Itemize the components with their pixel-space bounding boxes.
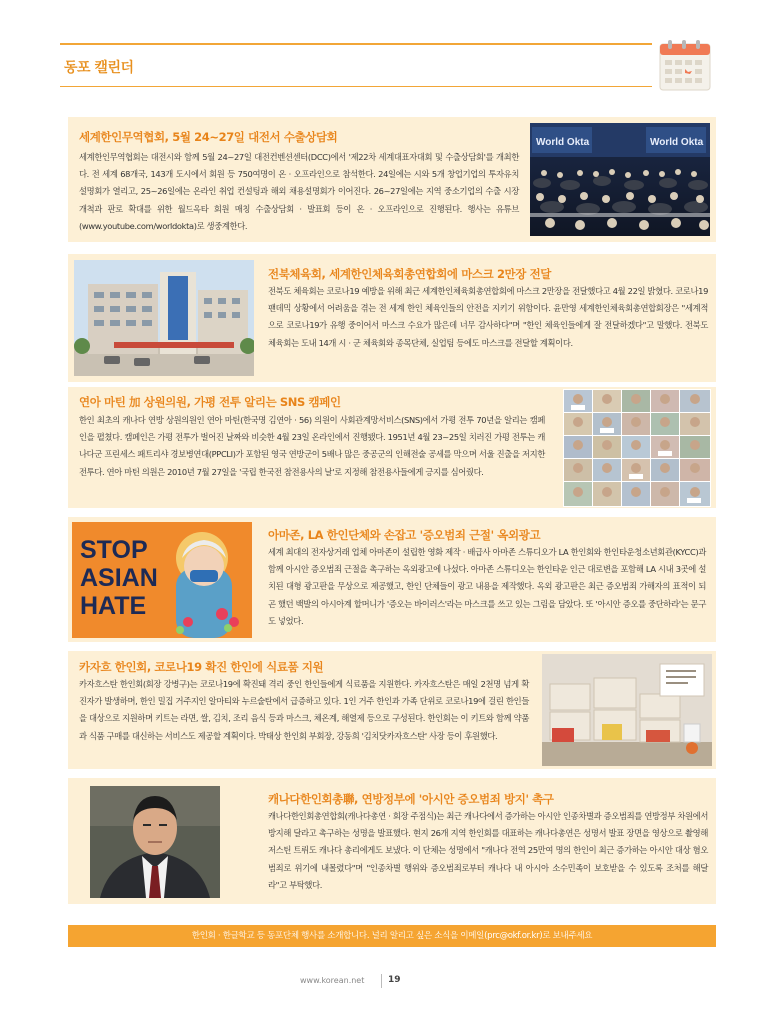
- article-card-3: [68, 387, 716, 508]
- footer-notice-bar: 한인회 · 한글학교 등 동포단체 행사를 소개합니다. 널리 알리고 싶은 소식을 이메일(prc@okf.or.kr)로 보내주세요: [68, 925, 716, 947]
- article-body: 세계한인무역협회는 대전시와 함께 5월 24~27일 대전컨벤션센터(DCC)에서 '제22차 세계대표자대회 및 수출상담회'를 개최한다. 전 세계 68개국, 143개 도시에서 회원 등 750여명이 온 · 오프라인으로 참석한다. 24일에는 시와 5개 창업기업의 투자유치 설명회가 열리고, 25~26일에는 온라인 취업 컨설팅과 해외 채용설명회가 이어진다. 26~27일에는 지역 중소기업의 수출 시장 개척과 판로 확대를 위한 월드옥타 회원 매칭 수출상담회 · 발표회 등이 온 · 오프라인으로 진행된다. 행사는 유튜브(www.youtube.com/worldokta)로 생중계한다.: [79, 152, 519, 231]
- header-rule-bottom: [60, 86, 652, 87]
- calendar-icon: [658, 38, 712, 92]
- article-title: 아마존, LA 한인단체와 손잡고 '증오범죄 근절' 옥외광고: [268, 528, 541, 542]
- article-poster: [72, 522, 252, 638]
- page-separator: [381, 974, 382, 988]
- article-card-4: [68, 517, 716, 642]
- header-rule: [60, 43, 652, 45]
- poster-line-2: ASIAN: [80, 564, 158, 592]
- section-title: 동포 캘린더: [64, 60, 134, 76]
- article-body: 카자흐스탄 한인회(회장 강병구)는 코로나19에 확진돼 격리 중인 한인들에게 식료품을 지원한다. 카자흐스탄은 매일 2천명 넘게 확진자가 발생하며, 한인 밀집 거주지인 알마티와 누르술탄에서 급증하고 있다. 1인 거주 한인과 가족 단위로 코로나19에 걸린 한인들을 대상으로 지원하며 키트는 라면, 쌀, 김치, 조리 음식 등과 마스크, 체온계, 해열제 등으로 구성된다. 한인회는 이 키트와 함께 약품과 식품 구매를 대신하는 서비스도 제공할 계획이다. 박태상 한인회 부회장, 강동희 '김치닷카자흐스탄' 사장 등이 후원했다.: [79, 679, 529, 741]
- article-title: 연아 마틴 加 상원의원, 가평 전투 알리는 SNS 캠페인: [79, 395, 341, 409]
- page-url: www.korean.net: [300, 976, 365, 985]
- article-body: 한인 최초의 캐나다 연방 상원의원인 연아 마틴(한국명 김연아 · 56) 의원이 사회관계망서비스(SNS)에서 가평 전투 70년을 알리는 캠페인을 펼쳤다. 캠페인은 가평 전투가 벌어진 날짜와 비슷한 4월 23일 온라인에서 진행됐다. 1951년 4월 23~25일 치러진 가평 전투는 캐나다군 프린세스 패트리샤 경보병연대(PPCLI)가 포함된 영국 연방군이 5배나 많은 중공군의 인해전술 공세를 막으며 서울 진출을 저지한 전투다. 연아 마틴 의원은 2010년 7월 27일을 '국립 한국전 참전용사의 날'로 지정해 참전용사들에게 긍지를 심어줬다.: [79, 415, 545, 477]
- article-body: 세계 최대의 전자상거래 업체 아마존이 설립한 영화 제작 · 배급사 아마존 스튜디오가 LA 한인회와 한인타운청소년회관(KYCC)과 함께 아시안 증오범죄 근절을 촉구하는 옥외광고에 나섰다. 아마존 스튜디오는 한인타운 인근 대로변을 포함해 LA 시내 3곳에 설치된 대형 광고판을 무상으로 제공했고, 한인 단체들이 광고 내용을 제작했다. 옥외 광고판은 최근 증오범죄 가해자의 표적이 되곤 했던 백발의 아시아계 할머니가 '증오는 바이러스'라는 마스크를 쓰고 있는 그림을 담았다. 또 '아시안 증오를 중단하라'는 문구도 넣었다.: [268, 547, 706, 626]
- article-title: 캐나다한인회총聯, 연방정부에 '아시안 증오범죄 방지' 촉구: [268, 792, 554, 806]
- article-photo: [74, 260, 254, 376]
- article-title: 세계한인무역협회, 5월 24~27일 대전서 수출상담회: [79, 130, 338, 144]
- article-card-2: [68, 254, 716, 382]
- article-card-5: [68, 651, 716, 769]
- article-body: 캐나다한인회총연합회(캐나다총연 · 회장 주점식)는 최근 캐나다에서 증가하는 아시안 인종차별과 증오범죄를 연방정부 차원에서 방지해 달라고 촉구하는 성명을 발표했다. 현지 26개 지역 한인회를 대표하는 캐나다총연은 성명서 발표 장면을 영상으로 촬영해 저스틴 트뤼도 캐나다 총리에게도 보냈다. 이 단체는 성명에서 "캐나다 전역 25만여 명의 한인이 최근 증가하는 아시안 대상 혐오 범죄로 위기에 내몰렸다"며 "인종차별 행위와 증오범죄로부터 캐나다 내 아시아 소수민족이 보호받을 수 있도록 조처를 해달라"고 부탁했다.: [268, 811, 708, 890]
- article-photo: [542, 654, 712, 766]
- article-body: 전북도 체육회는 코로나19 예방을 위해 최근 세계한인체육회총연합회에 마스크 2만장을 전달했다고 4월 22일 밝혔다. 코로나19 팬데믹 상황에서 어려움을 겪는 전 세계 한인 체육인들의 안전을 지키기 위함이다. 윤만영 세계한인체육회총연합회장은 "세계적으로 코로나19가 유행 중이어서 마스크 수요가 많은데 너무 감사하다"며 "한인 체육인들에게 잘 전달하겠다"고 말했다. 전북도 체육회는 도내 14개 시 · 군 체육회와 종목단체, 실업팀 등에도 마스크를 전달할 계획이다.: [268, 286, 708, 348]
- stage-banner-left: World Okta: [536, 137, 590, 148]
- poster-line-3: HATE: [80, 592, 147, 620]
- article-title: 전북체육회, 세계한인체육회총연합회에 마스크 2만장 전달: [268, 267, 551, 281]
- article-photo: [563, 389, 711, 507]
- article-card-1: [68, 117, 716, 242]
- poster-line-1: STOP: [80, 536, 148, 564]
- page-number: 19: [388, 975, 401, 985]
- article-portrait: [90, 786, 220, 898]
- article-title: 카자흐 한인회, 코로나19 확진 한인에 식료품 지원: [79, 660, 324, 674]
- stage-banner-right: World Okta: [650, 137, 704, 148]
- article-card-6: [68, 778, 716, 904]
- article-photo: [530, 123, 710, 236]
